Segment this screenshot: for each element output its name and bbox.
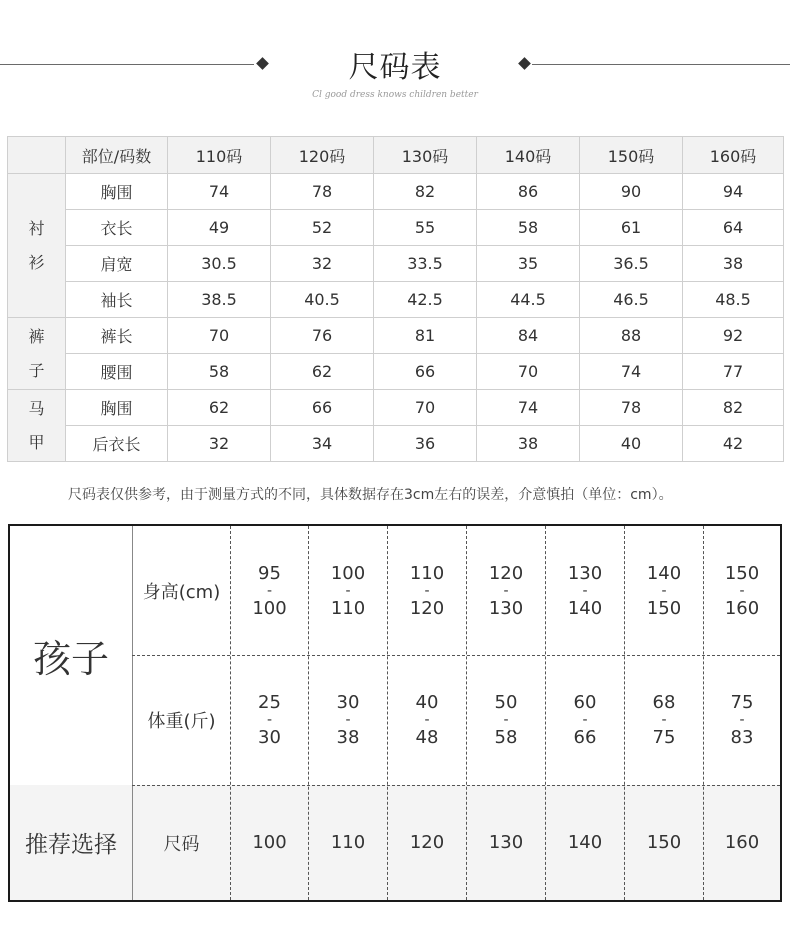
cell: 38 xyxy=(477,426,580,462)
recommended-size: 110 xyxy=(330,832,366,853)
range-from: 68 xyxy=(652,692,676,713)
size-note: 尺码表仅供参考，由于测量方式的不同，具体数据存在3cm左右的误差，介意慎拍（单位：cm）。 xyxy=(68,487,673,503)
range-to: 140 xyxy=(567,597,603,619)
recommended-size: 140 xyxy=(567,832,603,853)
table-corner xyxy=(8,137,66,174)
cell: 76 xyxy=(271,318,374,354)
cell: 82 xyxy=(374,174,477,210)
cell: 94 xyxy=(683,174,784,210)
cell: 74 xyxy=(580,354,683,390)
cell: 42.5 xyxy=(374,282,477,318)
cell: 78 xyxy=(271,174,374,210)
range-to: 75 xyxy=(652,727,676,748)
cell: 52 xyxy=(271,210,374,246)
group-char: 裤 xyxy=(28,326,45,346)
group-label-vest xyxy=(8,390,66,462)
range-from: 60 xyxy=(573,692,597,713)
range-dash: - xyxy=(266,712,273,728)
range-dash: - xyxy=(661,712,667,728)
recommended-size: 150 xyxy=(646,832,682,853)
cell: 86 xyxy=(477,174,580,210)
cell: 74 xyxy=(477,390,580,426)
size-header: 130码 xyxy=(374,137,477,174)
cell: 58 xyxy=(168,354,271,390)
diamond-ornament-left xyxy=(256,57,269,70)
cell: 58 xyxy=(477,210,580,246)
page-title: 尺码表 xyxy=(348,50,442,85)
range-to: 48 xyxy=(415,727,439,748)
cell: 62 xyxy=(271,354,374,390)
cell: 78 xyxy=(580,390,683,426)
range-dash: - xyxy=(345,712,351,728)
cell: 55 xyxy=(374,210,477,246)
recommend-label: 推荐选择 xyxy=(25,832,117,858)
row-label: 肩宽 xyxy=(66,246,168,282)
cell: 36.5 xyxy=(580,246,683,282)
group-char: 衬 xyxy=(28,218,45,238)
weight-range xyxy=(467,655,545,785)
cell: 62 xyxy=(168,390,271,426)
cell: 81 xyxy=(374,318,477,354)
range-to: 150 xyxy=(646,597,682,619)
group-label-pants xyxy=(8,318,66,390)
header-rule-right xyxy=(532,64,790,65)
size-header: 160码 xyxy=(683,137,784,174)
cell: 61 xyxy=(580,210,683,246)
cell: 70 xyxy=(374,390,477,426)
range-from: 100 xyxy=(330,562,366,584)
height-range xyxy=(625,526,703,655)
height-range xyxy=(467,526,545,655)
columns-header: 部位/码数 xyxy=(66,137,168,174)
range-from: 40 xyxy=(415,692,439,713)
cell: 36 xyxy=(374,426,477,462)
recommendation-box xyxy=(8,524,782,902)
range-to: 160 xyxy=(724,597,760,619)
cell: 66 xyxy=(374,354,477,390)
cell: 34 xyxy=(271,426,374,462)
row-label: 裤长 xyxy=(66,318,168,354)
cell: 32 xyxy=(168,426,271,462)
weight-range xyxy=(546,655,624,785)
cell: 74 xyxy=(168,174,271,210)
recommended-size: 130 xyxy=(488,832,524,853)
group-char: 甲 xyxy=(28,432,45,452)
range-dash: - xyxy=(424,712,430,728)
cell: 35 xyxy=(477,246,580,282)
height-range xyxy=(704,526,780,655)
weight-range xyxy=(625,655,703,785)
cell: 82 xyxy=(683,390,784,426)
cell: 30.5 xyxy=(168,246,271,282)
range-from: 95 xyxy=(258,562,281,584)
range-dash: - xyxy=(739,582,745,599)
weight-label: 体重(斤) xyxy=(147,711,216,732)
cell: 40 xyxy=(580,426,683,462)
cell: 42 xyxy=(683,426,784,462)
cell: 90 xyxy=(580,174,683,210)
cell: 70 xyxy=(477,354,580,390)
cell: 77 xyxy=(683,354,784,390)
group-char: 子 xyxy=(28,360,45,380)
range-to: 66 xyxy=(573,727,597,748)
range-to: 30 xyxy=(258,727,281,748)
row-label: 衣长 xyxy=(66,210,168,246)
range-to: 110 xyxy=(330,597,366,619)
range-from: 30 xyxy=(336,692,360,713)
cell: 38.5 xyxy=(168,282,271,318)
range-from: 130 xyxy=(567,562,603,584)
range-dash: - xyxy=(503,712,509,728)
page-subtitle: Cl good dress knows children better xyxy=(312,90,478,100)
range-to: 83 xyxy=(730,727,754,748)
table-row xyxy=(8,354,784,390)
range-dash: - xyxy=(582,712,588,728)
size-header: 140码 xyxy=(477,137,580,174)
range-to: 120 xyxy=(409,597,445,619)
weight-range xyxy=(231,655,308,785)
size-header: 150码 xyxy=(580,137,683,174)
group-char: 马 xyxy=(28,398,45,418)
group-char: 衫 xyxy=(28,252,45,272)
table-row xyxy=(8,210,784,246)
range-from: 110 xyxy=(409,562,445,584)
table-row xyxy=(8,390,784,426)
table-row xyxy=(8,246,784,282)
recommended-size: 100 xyxy=(252,832,287,853)
height-label: 身高(cm) xyxy=(142,581,221,603)
range-dash: - xyxy=(661,582,667,599)
range-dash: - xyxy=(503,582,509,599)
table-row xyxy=(8,174,784,210)
cell: 40.5 xyxy=(271,282,374,318)
row-label: 腰围 xyxy=(66,354,168,390)
size-label: 尺码 xyxy=(163,833,200,855)
height-range xyxy=(231,526,308,655)
size-table xyxy=(7,136,784,462)
table-row xyxy=(8,282,784,318)
table-row xyxy=(8,318,784,354)
range-from: 50 xyxy=(494,692,518,713)
range-from: 25 xyxy=(258,692,281,713)
row-label: 袖长 xyxy=(66,282,168,318)
cell: 32 xyxy=(271,246,374,282)
diamond-ornament-right xyxy=(518,57,531,70)
range-to: 38 xyxy=(336,727,360,748)
cell: 70 xyxy=(168,318,271,354)
cell: 92 xyxy=(683,318,784,354)
group-label-shirt xyxy=(8,174,66,318)
size-header: 120码 xyxy=(271,137,374,174)
range-dash: - xyxy=(582,582,588,599)
cell: 44.5 xyxy=(477,282,580,318)
cell: 49 xyxy=(168,210,271,246)
weight-range xyxy=(704,655,780,785)
header-rule-left xyxy=(0,64,254,65)
cell: 38 xyxy=(683,246,784,282)
range-from: 120 xyxy=(488,562,524,584)
table-row xyxy=(8,426,784,462)
range-dash: - xyxy=(345,582,351,599)
row-label: 胸围 xyxy=(66,390,168,426)
cell: 64 xyxy=(683,210,784,246)
range-dash: - xyxy=(266,582,273,599)
row-label: 胸围 xyxy=(66,174,168,210)
range-to: 130 xyxy=(488,597,524,619)
range-dash: - xyxy=(739,712,745,728)
size-header: 110码 xyxy=(168,137,271,174)
cell: 88 xyxy=(580,318,683,354)
weight-range xyxy=(309,655,387,785)
range-from: 150 xyxy=(724,562,760,584)
recommended-size: 120 xyxy=(409,832,445,853)
height-range xyxy=(546,526,624,655)
range-to: 58 xyxy=(494,727,518,748)
recommended-size: 160 xyxy=(724,832,760,853)
child-label: 孩子 xyxy=(32,637,109,681)
cell: 33.5 xyxy=(374,246,477,282)
cell: 66 xyxy=(271,390,374,426)
weight-range xyxy=(388,655,466,785)
range-from: 75 xyxy=(730,692,754,713)
range-dash: - xyxy=(424,582,430,599)
row-label: 后衣长 xyxy=(66,426,168,462)
cell: 84 xyxy=(477,318,580,354)
range-to: 100 xyxy=(252,597,287,619)
size-table-header-row xyxy=(8,137,784,174)
height-range xyxy=(388,526,466,655)
cell: 48.5 xyxy=(683,282,784,318)
range-from: 140 xyxy=(646,562,682,584)
height-range xyxy=(309,526,387,655)
cell: 46.5 xyxy=(580,282,683,318)
